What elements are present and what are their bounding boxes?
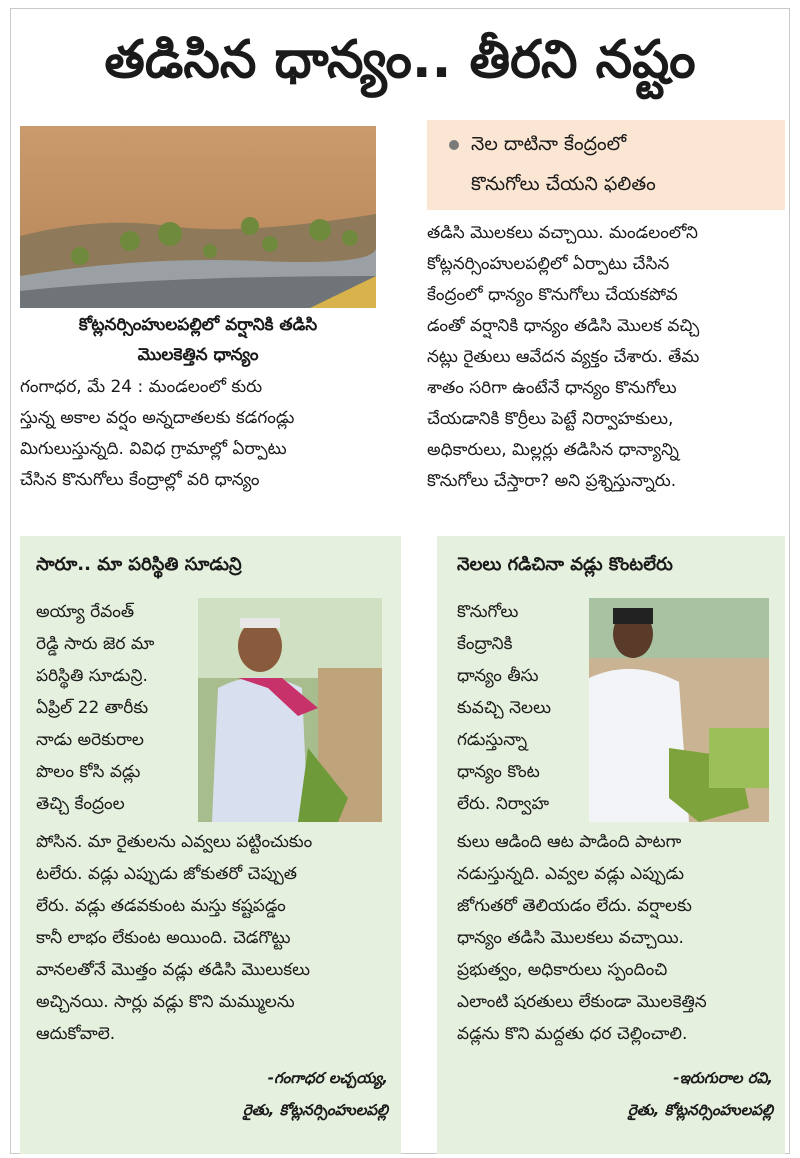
lead-text-left (20, 372, 376, 496)
text-line: డంతో వర్షానికి ధాన్యం తడిసి మొలక వచ్చి (427, 316, 700, 336)
text-line: గడుస్తున్నా (457, 730, 528, 750)
farmer-quote-box-left (20, 536, 401, 1154)
text-line: ఎలాంటి షరతులు లేకుండా మొలకెత్తిన (457, 992, 707, 1012)
text-line: ప్రభుత్వం, అధికారులు స్పందించి (457, 960, 668, 980)
text-line: టలేరు. వడ్లు ఎప్పుడు జోకుతరో చెప్పుత (36, 864, 297, 884)
wet-grain-photo (20, 126, 376, 308)
text-line: కువచ్చి నెలలు (457, 698, 552, 718)
box-text-short (36, 596, 211, 820)
text-line: చేసిన కొనుగోలు కేంద్రాల్లో వరి ధాన్యం (20, 470, 260, 490)
text-line: జోగుతరో తెలియడం లేదు. వర్షాలకు (457, 896, 692, 916)
box-text-full (36, 826, 388, 1050)
text-line: వడ్లను కొని మద్దతు ధర చెల్లించాలి. (457, 1024, 688, 1044)
text-line: పొలం కోసి వడ్లు (36, 762, 141, 782)
byline-name: -ఇరుగురాల రవి, (673, 1069, 773, 1087)
text-line: లేరు. వడ్లు తడవకుంట మస్తు కష్టపడ్డం (36, 896, 286, 916)
farmer-photo (198, 598, 382, 822)
text-line: కానీ లాభం లేకుంట అయింది. చెడగొట్టు (36, 928, 291, 948)
text-line: కొనుగోలు చేస్తారా? అని ప్రశ్నిస్తున్నారు. (427, 471, 677, 491)
caption-line: మొలకెత్తిన ధాన్యం (137, 345, 259, 365)
highlight-box (427, 120, 785, 210)
text-line: కేంద్రానికి (457, 634, 513, 654)
text-line: నాడు అరెకురాల (36, 730, 144, 750)
box-title: నెలలు గడిచినా వడ్లు కొంటలేరు (457, 554, 673, 575)
text-line: గంగాధర, మే 24 : మండలంలో కురు (20, 377, 263, 397)
bullet-icon (449, 140, 459, 150)
headline: తడిసిన ధాన్యం.. తీరని నష్టం (104, 30, 696, 90)
text-line: నడుస్తున్నది. ఎవ్వల వడ్లు ఎప్పుడు (457, 864, 685, 884)
text-line: పోసిన. మా రైతులను ఎవ్వలు పట్టించుకుం (36, 832, 313, 852)
text-line: లేరు. నిర్వాహ (457, 794, 550, 814)
text-line: చేయడానికి కొర్రీలు పెట్టే నిర్వాహకులు, (427, 409, 674, 429)
text-line: వానలతోనే మొత్తం వడ్లు తడిసి మొలుకలు (36, 960, 311, 980)
text-line: కులు ఆడింది ఆట పాడింది పాటగా (457, 832, 682, 852)
text-line: పరిస్థితి సూడున్రి. (36, 666, 148, 686)
caption-line: కోట్లనర్సింహులపల్లిలో వర్షానికి తడిసి (78, 315, 318, 335)
text-line: నట్లు రైతులు ఆవేదన వ్యక్తం చేశారు. తేమ (427, 347, 700, 367)
farmer-photo (589, 598, 769, 822)
byline-place: రైతు, కోట్లనర్సింహులపల్లి (627, 1101, 773, 1119)
text-line: కోట్లనర్సింహులపల్లిలో ఏర్పాటు చేసిన (427, 254, 670, 274)
box-text-full (457, 826, 773, 1050)
text-line: స్తున్న అకాల వర్షం అన్నదాతలకు కడగండ్లు (20, 408, 295, 428)
farmer-quote-box-right (437, 536, 785, 1154)
highlight-text (471, 124, 656, 204)
text-line: మిగులుస్తున్నది. వివిధ గ్రామాల్లో ఏర్పాటు (20, 439, 287, 459)
photo-caption (20, 310, 376, 370)
text-line: శాతం సరిగా ఉంటేనే ధాన్యం కొనుగోలు (427, 378, 677, 398)
box-title: సారూ.. మా పరిస్థితి సూడున్రి (36, 554, 242, 575)
text-line: కొనుగోలు (457, 602, 519, 622)
byline (457, 1062, 773, 1126)
text-line: అచ్చినయి. సార్లు వడ్లు కొని మమ్ములను (36, 992, 295, 1012)
text-line: అయ్యా రేవంత్ (36, 602, 135, 622)
text-line: ధాన్యం కొంట (457, 762, 540, 782)
text-line: కేంద్రంలో ధాన్యం కొనుగోలు చేయకపోవ (427, 285, 678, 305)
lead-text-right (427, 218, 785, 497)
text-line: ధాన్యం తీసు (457, 666, 539, 686)
text-line: రెడ్డి సారు జెర మా (36, 634, 155, 654)
byline-name: -గంగాధర లచ్చయ్య, (267, 1069, 388, 1087)
byline-place: రైతు, కోట్లనర్సింహులపల్లి (242, 1101, 388, 1119)
text-line: ధాన్యం తడిసి మొలకలు వచ్చాయి. (457, 928, 684, 948)
text-line: తెచ్చి కేంద్రంల (36, 794, 125, 814)
text-line: అధికారులు, మిల్లర్లు తడిసిన ధాన్యాన్ని (427, 440, 679, 460)
text-line: ఆదుకోవాలె. (36, 1024, 116, 1044)
text-line: ఏప్రిల్ 22 తారీకు (36, 698, 149, 718)
byline (36, 1062, 388, 1126)
highlight-line: కొనుగోలు చేయని ఫలితం (471, 173, 656, 195)
highlight-line: నెల దాటినా కేంద్రంలో (471, 133, 627, 155)
box-text-short (457, 596, 597, 820)
text-line: తడిసి మొలకలు వచ్చాయి. మండలంలోని (427, 223, 698, 243)
